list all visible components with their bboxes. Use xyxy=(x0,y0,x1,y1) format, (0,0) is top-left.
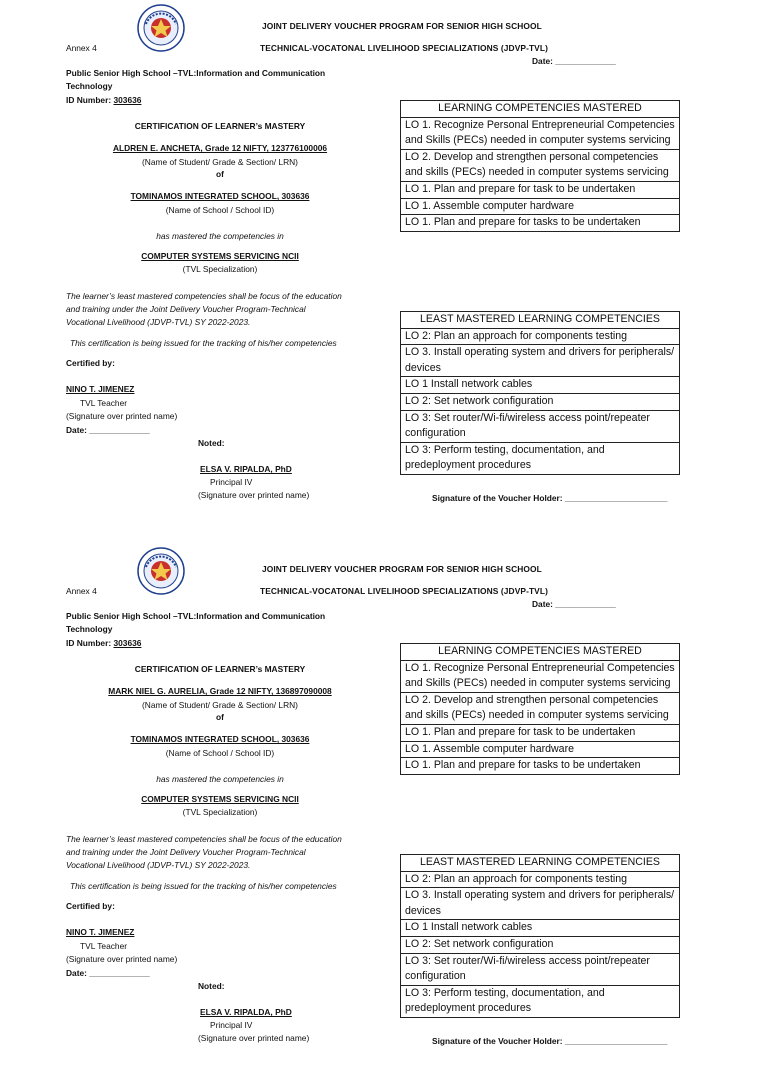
least-item: LO 2: Set network configuration xyxy=(401,393,680,410)
teacher-date: Date: _____________ xyxy=(66,968,150,978)
least-item: LO 3: Set router/Wi-fi/wireless access point/repeater configuration xyxy=(401,953,680,985)
table-row xyxy=(401,149,680,181)
principal-name: ELSA V. RIPALDA, PhD xyxy=(200,1007,292,1017)
teacher-role: TVL Teacher xyxy=(80,398,128,408)
note-line-2: and training under the Joint Delivery Voucher Program-Technical xyxy=(66,304,306,314)
table-row xyxy=(401,741,680,758)
table-row xyxy=(401,888,680,920)
least-item: LO 3: Perform testing, documentation, and predeployment procedures xyxy=(401,985,680,1017)
table-row xyxy=(401,198,680,215)
school-type-line1: Public Senior High School –TVL:Information and Communication xyxy=(66,68,326,78)
deped-seal-icon xyxy=(137,547,185,595)
teacher-name: NINO T. JIMENEZ xyxy=(66,927,135,937)
course-name: COMPUTER SYSTEMS SERVICING NCII xyxy=(141,794,299,804)
least-mastered-table xyxy=(400,854,680,1018)
least-item: LO 3. Install operating system and drivers for peripherals/ devices xyxy=(401,888,680,920)
note-line-2: and training under the Joint Delivery Voucher Program-Technical xyxy=(66,847,306,857)
id-number xyxy=(66,95,141,105)
table-header-row xyxy=(401,101,680,118)
principal-signature-caption: (Signature over printed name) xyxy=(198,490,310,500)
table-header-row xyxy=(401,644,680,661)
course-caption: (TVL Specialization) xyxy=(182,807,258,817)
least-item: LO 3. Install operating system and drivers for peripherals/ devices xyxy=(401,345,680,377)
table-row xyxy=(401,724,680,741)
least-item: LO 2: Plan an approach for components testing xyxy=(401,328,680,345)
mastered-competencies-table xyxy=(400,643,680,775)
mastered-item: LO 2. Develop and strengthen personal competencies and skills (PECs) needed in computer systems servicing xyxy=(401,149,680,181)
table-row xyxy=(401,660,680,692)
table-row xyxy=(401,953,680,985)
least-header: LEAST MASTERED LEARNING COMPETENCIES xyxy=(401,312,680,329)
id-label: ID Number: xyxy=(66,638,114,648)
annex-label: Annex 4 xyxy=(66,43,97,53)
least-item: LO 1 Install network cables xyxy=(401,377,680,394)
student-name: MARK NIEL G. AURELIA, Grade 12 NIFTY, 136897090008 xyxy=(108,686,332,696)
note-line-3: Vocational Livelihood (JDVP-TVL) SY 2022-2023. xyxy=(66,860,251,870)
program-title: JOINT DELIVERY VOUCHER PROGRAM FOR SENIOR HIGH SCHOOL xyxy=(262,564,542,574)
school-name: TOMINAMOS INTEGRATED SCHOOL, 303636 xyxy=(130,734,310,744)
table-row xyxy=(401,410,680,442)
least-header: LEAST MASTERED LEARNING COMPETENCIES xyxy=(401,855,680,872)
table-row xyxy=(401,345,680,377)
mastered-item: LO 1. Recognize Personal Entrepreneurial Competencies and Skills (PECs) needed in computer systems servicing xyxy=(401,660,680,692)
table-row xyxy=(401,181,680,198)
mastered-text: has mastered the competencies in xyxy=(156,231,284,241)
least-item: LO 1 Install network cables xyxy=(401,920,680,937)
table-row xyxy=(401,985,680,1017)
table-header-row xyxy=(401,855,680,872)
mastered-item: LO 1. Plan and prepare for task to be undertaken xyxy=(401,181,680,198)
mastered-item: LO 1. Assemble computer hardware xyxy=(401,741,680,758)
table-header-row xyxy=(401,312,680,329)
of-text: of xyxy=(216,169,224,179)
school-caption: (Name of School / School ID) xyxy=(165,205,275,215)
principal-signature-caption: (Signature over printed name) xyxy=(198,1033,310,1043)
table-row xyxy=(401,215,680,232)
mastered-item: LO 2. Develop and strengthen personal competencies and skills (PECs) needed in computer systems servicing xyxy=(401,692,680,724)
school-type-line2: Technology xyxy=(66,624,113,634)
principal-name: ELSA V. RIPALDA, PhD xyxy=(200,464,292,474)
mastered-competencies-table xyxy=(400,100,680,232)
program-subtitle: TECHNICAL-VOCATONAL LIVELIHOOD SPECIALIZATIONS (JDVP-TVL) xyxy=(260,43,548,53)
least-item: LO 2: Plan an approach for components testing xyxy=(401,871,680,888)
student-caption: (Name of Student/ Grade & Section/ LRN) xyxy=(142,157,298,167)
voucher-holder-signature: Signature of the Voucher Holder: ______________________ xyxy=(432,493,668,503)
school-type-line2: Technology xyxy=(66,81,113,91)
table-row xyxy=(401,692,680,724)
table-row xyxy=(401,871,680,888)
table-row xyxy=(401,377,680,394)
course-name: COMPUTER SYSTEMS SERVICING NCII xyxy=(141,251,299,261)
teacher-date: Date: _____________ xyxy=(66,425,150,435)
table-row xyxy=(401,758,680,775)
teacher-name: NINO T. JIMENEZ xyxy=(66,384,135,394)
id-label: ID Number: xyxy=(66,95,114,105)
note-line-1: The learner’s least mastered competencies shall be focus of the education xyxy=(66,291,342,301)
voucher-holder-signature: Signature of the Voucher Holder: ______________________ xyxy=(432,1036,668,1046)
least-item: LO 3: Set router/Wi-fi/wireless access point/repeater configuration xyxy=(401,410,680,442)
mastered-item: LO 1. Recognize Personal Entrepreneurial Competencies and Skills (PECs) needed in computer systems servicing xyxy=(401,117,680,149)
program-subtitle: TECHNICAL-VOCATONAL LIVELIHOOD SPECIALIZATIONS (JDVP-TVL) xyxy=(260,586,548,596)
date-field: Date: _____________ xyxy=(532,599,616,609)
note-line-3: Vocational Livelihood (JDVP-TVL) SY 2022-2023. xyxy=(66,317,251,327)
certified-by: Certified by: xyxy=(66,901,115,911)
mastered-item: LO 1. Plan and prepare for tasks to be undertaken xyxy=(401,758,680,775)
student-caption: (Name of Student/ Grade & Section/ LRN) xyxy=(142,700,298,710)
mastered-item: LO 1. Assemble computer hardware xyxy=(401,198,680,215)
table-row xyxy=(401,442,680,474)
mastered-item: LO 1. Plan and prepare for task to be undertaken xyxy=(401,724,680,741)
table-row xyxy=(401,117,680,149)
school-name: TOMINAMOS INTEGRATED SCHOOL, 303636 xyxy=(130,191,310,201)
certificate-2 xyxy=(0,543,768,1086)
table-row xyxy=(401,393,680,410)
cert-title: CERTIFICATION OF LEARNER’s MASTERY xyxy=(134,121,306,131)
id-value: 303636 xyxy=(113,638,142,648)
annex-label: Annex 4 xyxy=(66,586,97,596)
least-item: LO 2: Set network configuration xyxy=(401,936,680,953)
course-caption: (TVL Specialization) xyxy=(182,264,258,274)
noted-label: Noted: xyxy=(198,438,225,448)
certified-by: Certified by: xyxy=(66,358,115,368)
cert-title: CERTIFICATION OF LEARNER’s MASTERY xyxy=(134,664,306,674)
school-type-line1: Public Senior High School –TVL:Information and Communication xyxy=(66,611,326,621)
least-item: LO 3: Perform testing, documentation, and predeployment procedures xyxy=(401,442,680,474)
issued-text: This certification is being issued for the tracking of his/her competencies xyxy=(70,881,337,891)
table-row xyxy=(401,936,680,953)
program-title: JOINT DELIVERY VOUCHER PROGRAM FOR SENIOR HIGH SCHOOL xyxy=(262,21,542,31)
noted-label: Noted: xyxy=(198,981,225,991)
date-field: Date: _____________ xyxy=(532,56,616,66)
least-mastered-table xyxy=(400,311,680,475)
issued-text: This certification is being issued for the tracking of his/her competencies xyxy=(70,338,337,348)
table-row xyxy=(401,920,680,937)
teacher-role: TVL Teacher xyxy=(80,941,128,951)
mastered-item: LO 1. Plan and prepare for tasks to be undertaken xyxy=(401,215,680,232)
mastered-header: LEARNING COMPETENCIES MASTERED xyxy=(401,644,680,661)
table-row xyxy=(401,328,680,345)
mastered-text: has mastered the competencies in xyxy=(156,774,284,784)
school-caption: (Name of School / School ID) xyxy=(165,748,275,758)
deped-seal-icon xyxy=(137,4,185,52)
mastered-header: LEARNING COMPETENCIES MASTERED xyxy=(401,101,680,118)
principal-role: Principal IV xyxy=(210,1020,253,1030)
id-value: 303636 xyxy=(113,95,142,105)
principal-role: Principal IV xyxy=(210,477,253,487)
student-name: ALDREN E. ANCHETA, Grade 12 NIFTY, 123776100006 xyxy=(112,143,328,153)
of-text: of xyxy=(216,712,224,722)
teacher-signature-caption: (Signature over printed name) xyxy=(66,954,178,964)
id-number xyxy=(66,638,141,648)
teacher-signature-caption: (Signature over printed name) xyxy=(66,411,178,421)
note-line-1: The learner’s least mastered competencies shall be focus of the education xyxy=(66,834,342,844)
